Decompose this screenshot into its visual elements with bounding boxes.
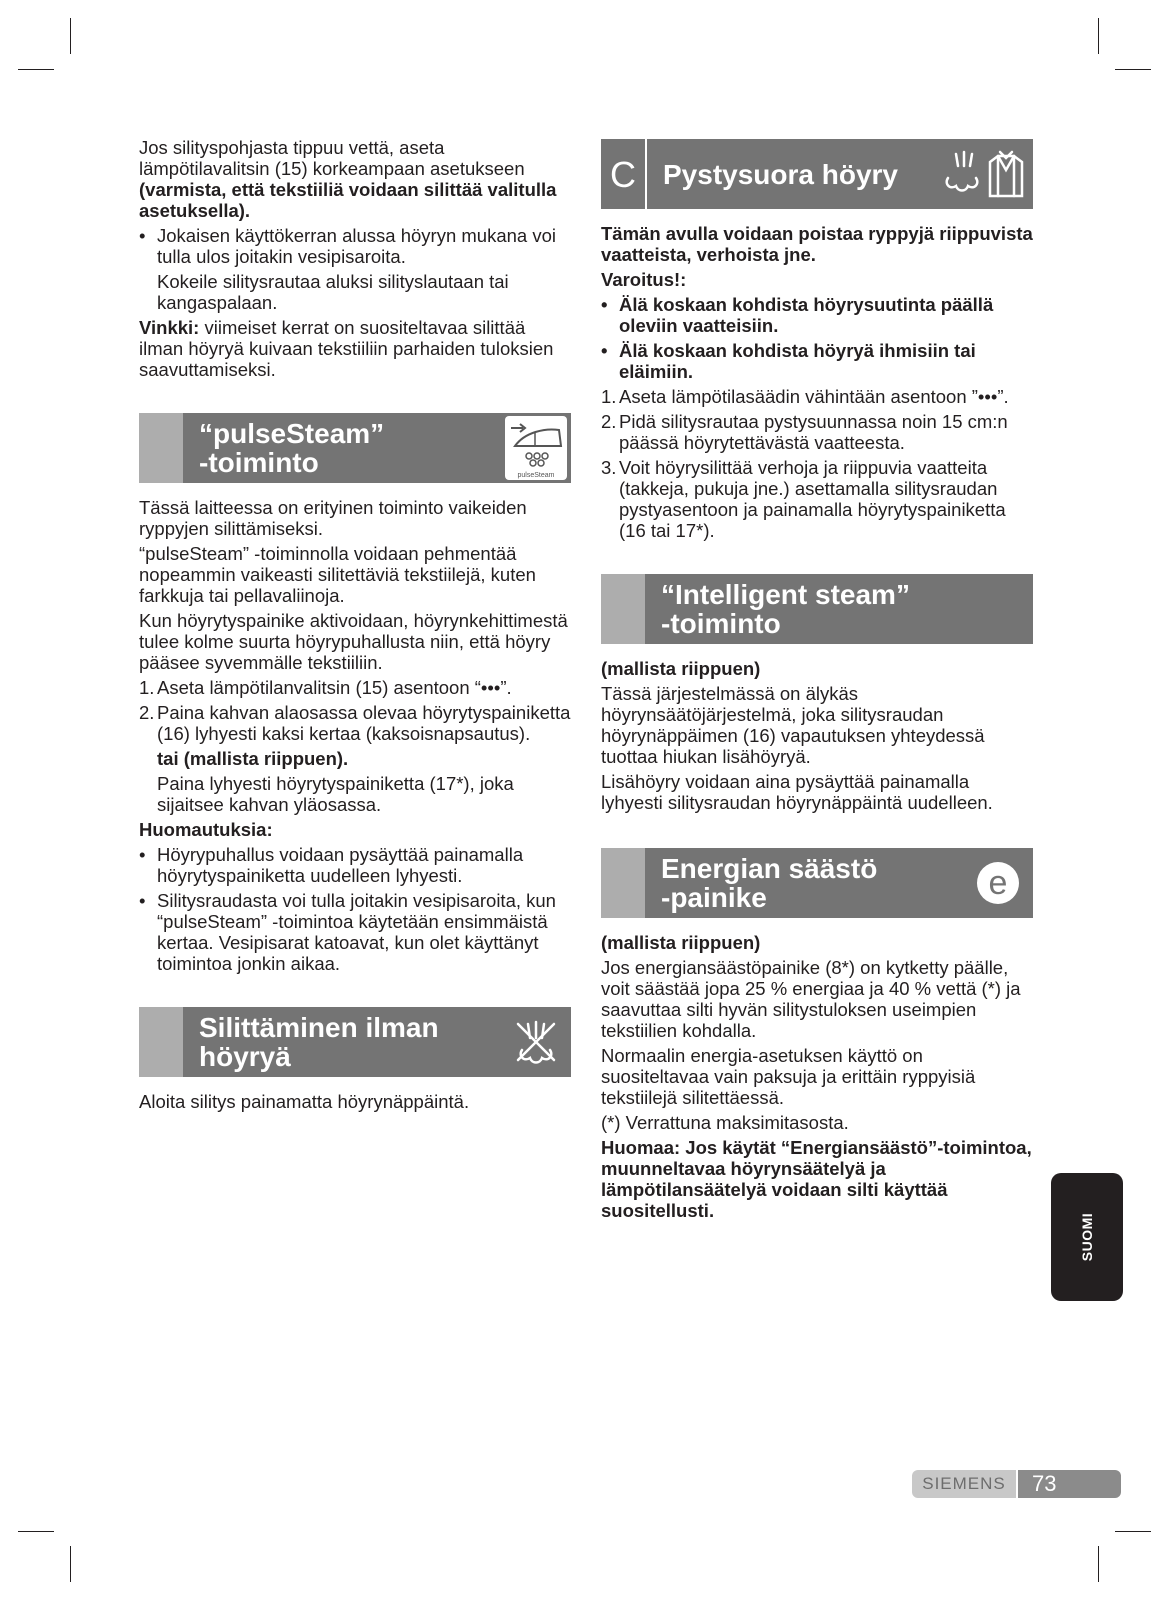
step-number: 1. [601,386,617,407]
header-tab [139,1007,183,1077]
title-line: Energian säästö [661,853,878,884]
section-title [647,574,1033,644]
crop-mark [70,18,71,54]
numbered-step [139,702,571,744]
list-item [139,890,571,974]
crop-mark [70,1546,71,1582]
tip-label: Vinkki: [139,317,200,338]
step-alternative: tai (mallista riippuen). [157,748,349,769]
intro-text: Jos silityspohjasta tippuu vettä, aseta lämpötilavalitsin (15) korkeampaan asetukseen [139,137,525,179]
language-tab [1051,1173,1123,1301]
crop-mark [18,1531,54,1532]
paragraph: Normaalin energia-asetuksen käyttö on suositeltavaa vain paksuja ja erittäin ryppyisiä tekstiilejä silitettäessä. [601,1045,976,1108]
list-item [601,340,1033,382]
section-intro: Tämän avulla voidaan poistaa ryppyjä riippuvista vaatteista, verhoista jne. [601,223,1033,265]
step-text: Voit höyrysilittää verhoja ja riippuvia vaatteita (takkeja, pukuja jne.) asettamalla silitysraudan pystyasentoon ja painamalla höyrytyspainiketta (16 tai 17*). [619,457,1006,541]
energy-note: Huomaa: Jos käytät “Energiansäästö”-toimintoa, muunneltavaa höyrynsäätelyä ja lämpötilansäätelyä voidaan silti käyttää suositellusti. [601,1137,1032,1221]
step-number: 3. [601,457,617,478]
list-item [601,294,1033,336]
title-line: höyryä [199,1041,291,1072]
header-tab [139,413,183,483]
intro-bold-text: (varmista, että tekstiiliä voidaan silittää valitulla asetuksella). [139,179,557,221]
left-column [139,137,571,1116]
numbered-step [601,411,1033,453]
paragraph: Tässä laitteessa on erityinen toiminto vaikeiden ryppyjen silittämiseksi. [139,497,527,539]
step-text: Aseta lämpötilanvalitsin (15) asentoon “•••”. [157,677,512,698]
bullet: • [139,225,146,246]
page-number: 73 [1018,1470,1121,1498]
step-text: Paina kahvan alaosassa olevaa höyrytyspainiketta (16) lyhyesti kaksi kertaa (kaksoisnapsautus). [157,702,571,744]
step-number: 2. [139,702,155,723]
step-text: Aseta lämpötilasäädin vähintään asentoon ”•••”. [619,386,1009,407]
section-title [647,848,963,918]
paragraph: Aloita silitys painamatta höyrynäppäintä. [139,1091,470,1112]
crop-mark [18,69,54,70]
numbered-step [601,386,1033,407]
paragraph: “pulseSteam” -toiminnolla voidaan pehmentää nopeammin vaikeasti silitettäviä tekstiilejä, kuten farkkuja tai pellavaliinoja. [139,543,536,606]
model-note: (mallista riippuen) [601,658,761,679]
title-line: Silittäminen ilman [199,1012,439,1043]
step-number: 2. [601,411,617,432]
brand-label: SIEMENS [912,1470,1016,1498]
bullet: • [139,890,146,911]
step-continuation: Paina lyhyesti höyrytyspainiketta (17*), joka sijaitsee kahvan yläosassa. [157,773,514,815]
list-item-text: Älä koskaan kohdista höyryä ihmisiin tai eläimiin. [619,340,976,382]
list-item [139,844,571,886]
section-header-vertical-steam [601,139,1033,209]
section-header-energy-saving [601,848,1033,918]
section-title [649,139,937,209]
numbered-step [601,457,1033,541]
title-line: “pulseSteam” [199,418,385,449]
svg-text:pulseSteam: pulseSteam [517,472,555,479]
list-item-continuation: Kokeile silitysrautaa aluksi silityslautaan tai kangaspalaan. [157,271,509,313]
numbered-step [139,677,571,698]
paragraph: Jos energiansäästöpainike (8*) on kytketty päälle, voit säästää jopa 25 % energiaa ja 40 % vettä (*) ja saavuttaa silti hyvän silitystuloksen useimpien tekstiilien kohdalla. [601,957,1021,1041]
title-line: -painike [661,882,767,913]
section-title [185,1007,501,1077]
list-item-text: Silitysraudasta voi tulla joitakin vesipisaroita, kun “pulseSteam” -toimintoa käytetään ensimmäistä kertaa. Vesipisarat katoavat, kun olet käyttänyt toimintoa jonkin aikaa. [157,890,556,974]
section-header-intelligent-steam [601,574,1033,644]
tip-paragraph [139,317,571,380]
title-line: Pystysuora höyry [663,158,898,190]
pulsesteam-icon [501,413,571,483]
warning-label: Varoitus!: [601,269,687,290]
intro-paragraph [139,137,571,221]
paragraph: Kun höyrytyspainike aktivoidaan, höyrynkehittimestä tulee kolme suurta höyrypuhallusta niin, että höyry pääsee syvemmälle tekstiiliin. [139,610,568,673]
paragraph: (*) Verrattuna maksimitasosta. [601,1112,849,1133]
section-title [185,413,501,483]
section-header-dry-ironing [139,1007,571,1077]
list-item [139,225,571,267]
tip-text: viimeiset kerrat on suositeltavaa silittää ilman höyryä kuivaan tekstiiliin parhaiden tuloksien saavuttamiseksi. [139,317,554,380]
header-tab [601,574,645,644]
notes-label: Huomautuksia: [139,819,273,840]
paragraph: Tässä järjestelmässä on älykäs höyrynsäätöjärjestelmä, joka silitysraudan höyrynäppäimen (16) vapautuksen yhteydessä tuottaa hiukan lisähöyryä. [601,683,985,767]
language-tab-label: SUOMI [1079,1212,1095,1262]
bullet: • [139,844,146,865]
section-header-pulsesteam [139,413,571,483]
crop-mark [1098,18,1099,54]
vertical-steam-icon [937,139,1033,209]
svg-text:e: e [988,864,1008,902]
title-line: -toiminto [661,608,781,639]
list-item-text: Älä koskaan kohdista höyrysuutinta päällä oleviin vaatteisiin. [619,294,994,336]
no-steam-icon [501,1007,571,1077]
step-number: 1. [139,677,155,698]
energy-e-icon [963,848,1033,918]
step-text: Pidä silitysrautaa pystysuunnassa noin 15 cm:n päässä höyrytettävästä vaatteesta. [619,411,1008,453]
bullet: • [601,340,608,361]
crop-mark [1115,1531,1151,1532]
right-column [601,139,1033,1225]
model-note: (mallista riippuen) [601,932,761,953]
bullet: • [601,294,608,315]
list-item-text: Jokaisen käyttökerran alussa höyryn mukana voi tulla ulos joitakin vesipisaroita. [157,225,556,267]
crop-mark [1115,69,1151,70]
page-footer [912,1470,1121,1498]
title-line: “Intelligent steam” [661,579,910,610]
crop-mark [1098,1546,1099,1582]
section-letter: C [601,139,647,209]
paragraph: Lisähöyry voidaan aina pysäyttää painamalla lyhyesti silitysraudan höyrynäppäintä uudelleen. [601,771,993,813]
title-line: -toiminto [199,447,319,478]
header-tab [601,848,645,918]
list-item-text: Höyrypuhallus voidaan pysäyttää painamalla höyrytyspainiketta uudelleen lyhyesti. [157,844,524,886]
